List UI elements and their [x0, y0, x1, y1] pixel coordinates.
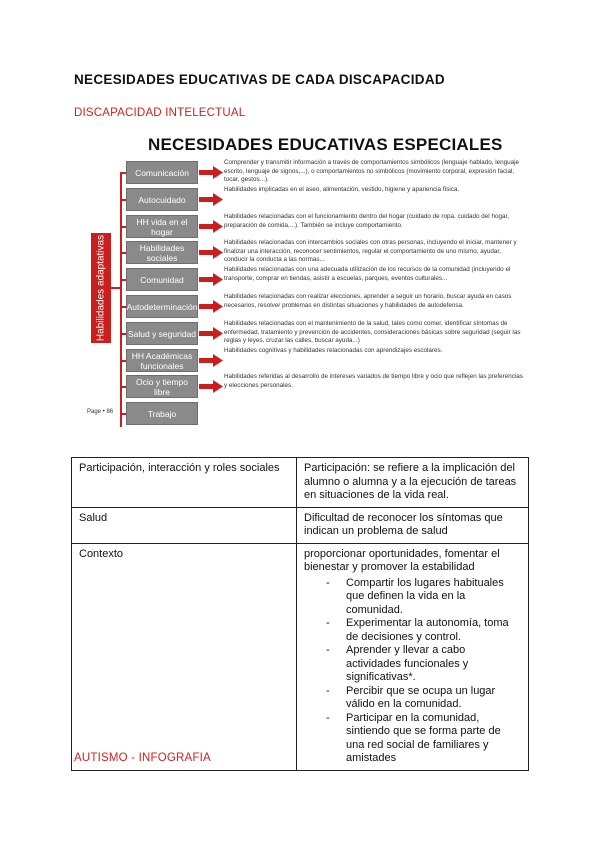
category-description: Habilidades relacionadas con realizar elecciones, aprender a seguir un horario, buscar ayuda en casos necesarios, resolver problemas en distintas situaciones y habilidades de autodefensa. [224, 293, 512, 309]
page-number: Page • 86 [87, 409, 114, 415]
table-row [72, 507, 529, 543]
section-heading-autism: AUTISMO - INFOGRAFIA [74, 752, 211, 764]
category-box: Comunidad [126, 268, 198, 291]
row-text: proporcionar oportunidades, fomentar el bienestar y promover la estabilidad [304, 547, 500, 573]
list-item: - Percibir que se ocupa un lugar válido en la comunidad. [326, 685, 521, 712]
category-description: Habilidades referidas al desarrollo de intereses variados de tiempo libre y ocio que reflejen las preferencias y elecciones personales. [224, 373, 523, 389]
arrow-right-icon [199, 193, 223, 206]
arrow-right-icon [199, 380, 223, 393]
row-label: Contexto [72, 543, 297, 770]
category-box: Habilidades sociales [126, 241, 198, 264]
category-description: Habilidades relacionadas con el funcionamiento dentro del hogar (cuidado de ropa, cuidado del hogar, preparación de comida,...). También se incluye comportamiento. [224, 213, 509, 229]
page-title: NECESIDADES EDUCATIVAS DE CADA DISCAPACIDAD [74, 72, 445, 87]
row-cell [297, 543, 529, 770]
row-text: Dificultad de reconocer los síntomas que indican un problema de salud [297, 507, 529, 543]
category-description: Habilidades implicadas en el aseo, alimentación, vestido, higiene y apariencia física. [224, 186, 460, 193]
category-description: Habilidades relacionadas con una adecuada utilización de los recursos de la comunidad (incluyendo el transporte, comprar en tiendas, asistir a escuelas, parques, eventos culturales... [224, 266, 511, 282]
arrow-right-icon [199, 220, 223, 233]
list-item: - Participar en la comunidad, sintiendo que se forma parte de una red social de familiares y amistades [326, 712, 521, 766]
category-box: Autodeterminación [126, 295, 198, 318]
row-text: Participación: se refiere a la implicación del alumno o alumna y a la ejecución de tareas en situaciones de la vida real. [297, 458, 529, 508]
vertical-category-label: Habilidades adaptativas [95, 234, 107, 342]
category-description: Habilidades relacionadas con intercambios sociales con otras personas, incluyendo el iniciar, mantener y finalizar una interacción, reconocer sentimientos, regular el comportamiento de uno mismo, ayudar, conducir la conducta a las normas... [224, 239, 517, 264]
infographic-title: NECESIDADES EDUCATIVAS ESPECIALES [148, 135, 503, 154]
list-item: - Compartir los lugares habituales que definen la vida en la comunidad. [326, 577, 521, 618]
table-row [72, 543, 529, 770]
list-item: - Aprender y llevar a cabo actividades funcionales y significativas*. [326, 644, 521, 685]
category-description: Comprender y transmitir información a través de comportamientos simbólicos (lenguaje hablado, lenguaje escrito, lenguaje de signos,...), o comportamientos no simbólicos (movimiento corporal, expresión facial, tocar, gestos...). [224, 159, 520, 184]
list-item: - Experimentar la autonomía, toma de decisiones y control. [326, 617, 521, 644]
arrow-right-icon [199, 354, 223, 367]
category-box: Ocio y tiempo libre [126, 375, 198, 398]
bracket-spine [120, 172, 122, 427]
context-list [304, 577, 521, 766]
arrow-right-icon [199, 300, 223, 313]
category-box: Comunicación [126, 161, 198, 184]
infographic [78, 130, 528, 426]
needs-table [71, 457, 529, 771]
category-box: HH Académicas funcionales [126, 349, 198, 372]
section-heading-intellectual: DISCAPACIDAD INTELECTUAL [74, 107, 246, 119]
row-label: Salud [72, 507, 297, 543]
table-row [72, 458, 529, 508]
category-box: Autocuidado [126, 188, 198, 211]
arrow-right-icon [199, 166, 223, 179]
category-box: Salud y seguridad [126, 322, 198, 345]
arrow-right-icon [199, 273, 223, 286]
row-label: Participación, interacción y roles sociales [72, 458, 297, 508]
category-description: Habilidades relacionadas con el mantenimiento de la salud, tales como comer, identificar síntomas de enfermedad, tratamiento y prevención de accidentes, consideraciones básicas sobre seguridad (seguir las reglas y leyes, cruzar las calles, buscar ayuda...) [224, 320, 521, 345]
arrow-right-icon [199, 327, 223, 340]
arrow-right-icon [199, 246, 223, 259]
category-box: HH vida en el hogar [126, 215, 198, 238]
category-box: Trabajo [126, 402, 198, 425]
category-description: Habilidades cognitivas y habilidades relacionadas con aprendizajes escolares. [224, 347, 443, 354]
